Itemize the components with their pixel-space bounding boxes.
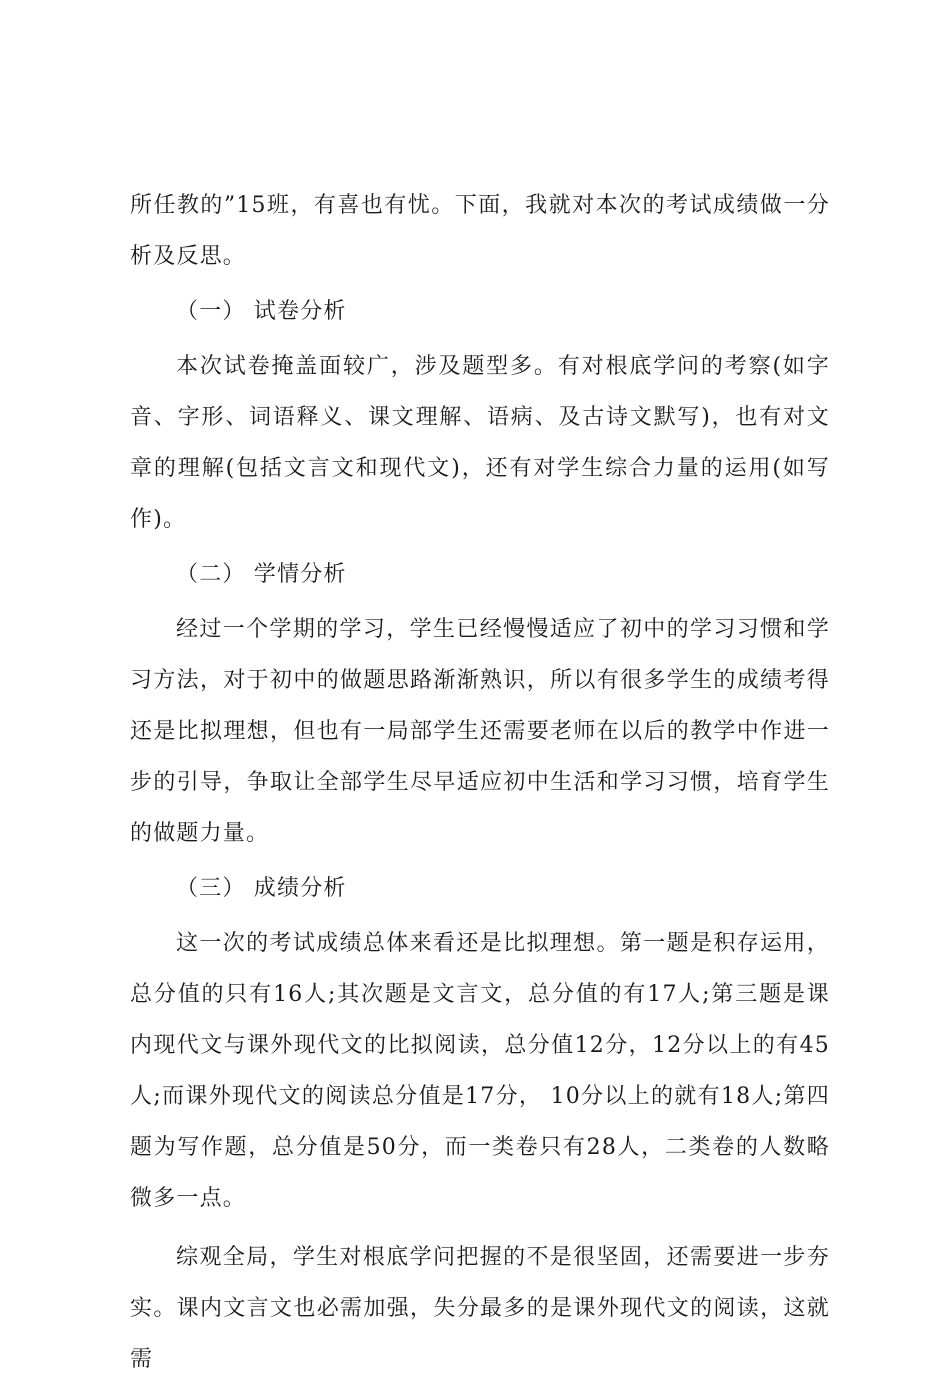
paragraph-overall-summary: 综观全局，学生对根底学问把握的不是很坚固，还需要进一步夯实。课内文言文也必需加强，失分最多的是课外现代文的阅读，这就需 bbox=[130, 1245, 830, 1372]
section-heading-score-analysis: （三） 成绩分析 bbox=[176, 876, 347, 901]
document-body bbox=[130, 180, 830, 1385]
paragraph-student-analysis: 经过一个学期的学习，学生已经慢慢适应了初中的学习习惯和学习方法，对于初中的做题思路渐渐熟识，所以有很多学生的成绩考得还是比拟理想，但也有一局部学生还需要老师在以后的教学中作进一步的引导，争取让全部学生尽早适应初中生活和学习习惯，培育学生的做题力量。 bbox=[130, 617, 830, 846]
paragraph-paper-analysis: 本次试卷掩盖面较广，涉及题型多。有对根底学问的考察(如字音、字形、词语释义、课文理解、语病、及古诗文默写)，也有对文章的理解(包括文言文和现代文)，还有对学生综合力量的运用(如写作)。 bbox=[130, 354, 830, 532]
section-heading-student-analysis: （二） 学情分析 bbox=[176, 562, 347, 587]
section-heading-paper-analysis: （一） 试卷分析 bbox=[176, 299, 347, 324]
paragraph-score-analysis: 这一次的考试成绩总体来看还是比拟理想。第一题是积存运用，总分值的只有16人;其次题是文言文，总分值的有17人;第三题是课内现代文与课外现代文的比拟阅读，总分值12分，12分以上的有45人;而课外现代文的阅读总分值是17分， 10分以上的就有18人;第四题为写作题，总分值是50分，而一类卷只有28人，二类卷的人数略微多一点。 bbox=[130, 931, 830, 1211]
paragraph-intro-continuation: 所任教的”15班，有喜也有忧。下面，我就对本次的考试成绩做一分析及反思。 bbox=[130, 193, 830, 269]
